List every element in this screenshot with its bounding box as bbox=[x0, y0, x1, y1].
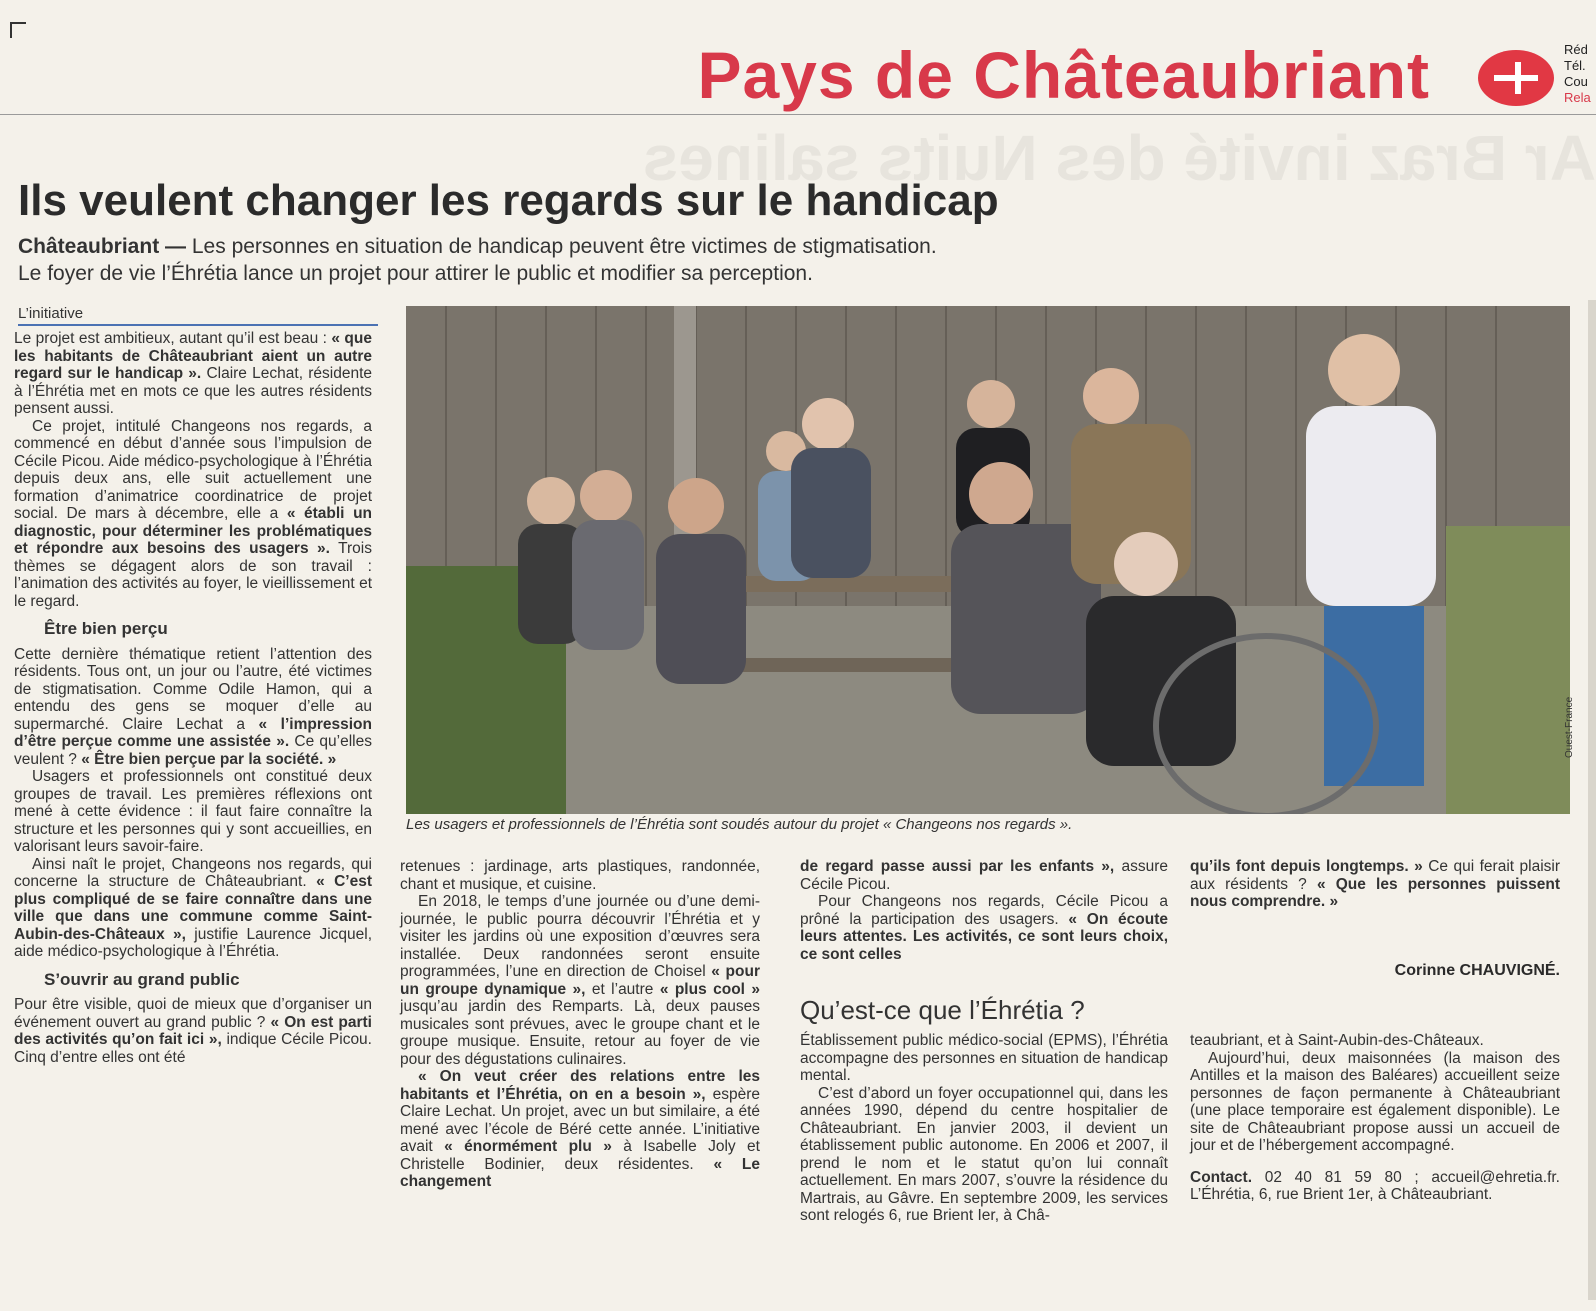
edge-text bbox=[1564, 42, 1596, 106]
subheading: Être bien perçu bbox=[44, 619, 168, 638]
text: Trois thèmes se dégagent alors de son travail : l’animation des activités au foyer, le vieillissement et le regard. bbox=[14, 540, 372, 610]
paragraph: Établissement public médico-social (EPMS), l’Éhrétia accompagne des personnes en situation de handicap mental. bbox=[800, 1032, 1168, 1084]
quote: de regard passe aussi par les enfants », bbox=[800, 858, 1115, 875]
edge-line: Tél. bbox=[1564, 58, 1586, 73]
quote: « On est parti des activités qu’on fait ici », bbox=[14, 1013, 372, 1048]
paragraph: Aujourd’hui, deux maisonnées (la maison des Antilles et la maison des Baléares) accueillent seize personnes de façon permanente à Châteaubriant (une place temporaire est également disponible). Le site de Châteaubriant propose aussi un accueil de jour et de l’hébergement accompagné. bbox=[1190, 1049, 1560, 1154]
paragraph bbox=[400, 1068, 760, 1191]
paragraph bbox=[800, 893, 1168, 963]
quote: « On veut créer des relations entre les habitants et l’Éhrétia, on en a besoin », bbox=[400, 1068, 760, 1103]
header-divider bbox=[0, 114, 1596, 115]
text: jusqu’au jardin des Remparts. Là, deux pauses musicales sont prévues, avec le groupe chant et le groupe musique. Ensuite, retour au foyer de vie pour des dégustations culinaires. bbox=[400, 998, 760, 1068]
newspaper-logo-icon bbox=[1478, 50, 1554, 106]
article-column-2 bbox=[400, 858, 760, 1191]
kicker-label: L’initiative bbox=[18, 305, 378, 326]
text: Ce projet, intitulé Changeons nos regards, a commencé en début d’année sous l’impulsion de Cécile Picou. Aide médico-psychologique à l’Éhrétia depuis deux ans, elle suit actuellement une formation d’animatrice coordinatrice de projet social. De mars à décembre, elle a bbox=[14, 417, 372, 522]
paragraph: Usagers et professionnels ont constitué deux groupes de travail. Les premières réflexions ont mené à cette évidence : il faut faire connaître la structure et les personnes qui y sont accueillies, en valorisant leurs savoir-faire. bbox=[14, 768, 372, 855]
text: espère Claire Lechat. Un projet, avec un but similaire, a été mené avec l’école de Béré cette année. L’initiative avait bbox=[400, 1085, 760, 1155]
quote: « Que les personnes puissent nous comprendre. » bbox=[1190, 875, 1560, 910]
quote: « On écoute leurs attentes. Les activités, ce sont leurs choix, ce sont celles bbox=[800, 910, 1168, 963]
dateline: Châteaubriant — bbox=[18, 235, 187, 258]
quote: « pour un groupe dynamique », bbox=[400, 963, 760, 998]
paragraph bbox=[14, 996, 372, 1066]
quote: « C’est plus compliqué de se faire connaître dans une ville que dans une commune comme Saint-Aubin-des-Châteaux », bbox=[14, 873, 372, 943]
text: Claire Lechat, résidente à l’Éhrétia met en mots ce que les autres résidents pensent aussi. bbox=[14, 365, 372, 417]
box-column-a bbox=[800, 1032, 1168, 1225]
text: assure Cécile Picou. bbox=[800, 858, 1168, 893]
quote: « Être bien perçue par la société. » bbox=[81, 750, 337, 768]
article-column-4 bbox=[1190, 858, 1560, 911]
box-column-b bbox=[1190, 1032, 1560, 1204]
edge-line: Cou bbox=[1564, 74, 1588, 89]
article-headline: Ils veulent changer les regards sur le handicap bbox=[18, 176, 999, 225]
quote: « que les habitants de Châteaubriant aient un autre regard sur le handicap ». bbox=[14, 330, 372, 382]
edge-line: Réd bbox=[1564, 42, 1588, 57]
standfirst-line-1: Les personnes en situation de handicap peuvent être victimes de stigmatisation. bbox=[191, 235, 937, 258]
article-column-1 bbox=[14, 330, 372, 1066]
paragraph bbox=[14, 418, 372, 611]
quote: qu’ils font depuis longtemps. » bbox=[1190, 858, 1423, 875]
box-title: Qu’est-ce que l’Éhrétia ? bbox=[800, 995, 1085, 1025]
author-signature: Corinne CHAUVIGNÉ. bbox=[1394, 962, 1560, 979]
quote: « Le changement bbox=[400, 1155, 760, 1190]
crop-mark bbox=[10, 22, 26, 38]
section-title: Pays de Châteaubriant bbox=[697, 38, 1430, 112]
quote: « énormément plu » bbox=[444, 1138, 612, 1155]
article-photo bbox=[406, 306, 1570, 814]
text: à Isabelle Joly et Christelle Bodinier, deux résidentes. bbox=[400, 1138, 760, 1173]
text: Cette dernière thématique retient l’attention des résidents. Tous ont, un jour ou l’autre, été victimes de stigmatisation. Comme Odile Hamon, qui a entendu des gens se moquer d’elle au supermarché. Claire Lechat a bbox=[14, 645, 372, 733]
paragraph: teaubriant, et à Saint-Aubin-des-Châteaux. bbox=[1190, 1032, 1484, 1049]
text: Ainsi naît le projet, Changeons nos regards, qui concerne la structure de Châteaubriant. bbox=[14, 855, 372, 890]
paragraph bbox=[400, 893, 760, 1068]
edge-line: Rela bbox=[1564, 90, 1591, 105]
text: Le projet est ambitieux, autant qu’il est beau : bbox=[14, 330, 332, 347]
photo-credit: Ouest-France bbox=[1564, 696, 1575, 758]
page-edge bbox=[1588, 300, 1596, 1300]
text: indique Cécile Picou. Cinq d’entre elles ont été bbox=[14, 1031, 372, 1066]
contact-label: Contact. bbox=[1190, 1168, 1252, 1186]
standfirst-line-2: Le foyer de vie l’Éhrétia lance un projet pour attirer le public et modifier sa perception. bbox=[18, 262, 813, 285]
quote: « l’impression d’être perçue comme une assistée ». bbox=[14, 715, 372, 750]
text: Ce qui ferait plaisir aux résidents ? bbox=[1190, 858, 1560, 893]
text: Ce qu’elles veulent ? bbox=[14, 733, 372, 768]
paragraph: C’est d’abord un foyer occupationnel qui, dans les années 1990, dépend du centre hospitalier de Châteaubriant. En janvier 2003, il devient un établissement public autonome. En 2006 et 2007, il prend le nom et le statut qu’on lui connaît actuellement. En mars 2007, s’ouvre la résidence du Martrais, au Gâvre. En septembre 2009, les services sont relogés 6, rue Brient Ier, à Châ- bbox=[800, 1084, 1168, 1224]
paragraph: retenues : jardinage, arts plastiques, randonnée, chant et musique, et cuisine. bbox=[400, 858, 760, 893]
text: En 2018, le temps d’une journée ou d’une demi-journée, le public pourra découvrir l’Éhrétia et y visiter les jardins où une exposition d’œuvres sera installée. Deux randonnées seront ensuite programmées, l’une en direction de Choisel bbox=[400, 893, 760, 980]
article-standfirst bbox=[18, 233, 1418, 287]
text: et l’autre bbox=[585, 980, 660, 998]
text: justifie Laurence Jicquel, aide médico-psychologique à l’Éhrétia. bbox=[14, 925, 372, 960]
contact-text: 02 40 81 59 80 ; accueil@ehretia.fr. L’Éhrétia, 6, rue Brient 1er, à Châteaubriant. bbox=[1190, 1168, 1560, 1203]
quote: « établi un diagnostic, pour déterminer les problématiques et répondre aux besoins des usagers ». bbox=[14, 505, 372, 557]
text: Pour être visible, quoi de mieux que d’organiser un événement ouvert au grand public ? bbox=[14, 996, 372, 1031]
contact-paragraph bbox=[1190, 1169, 1560, 1204]
paragraph bbox=[14, 856, 372, 961]
subheading: S’ouvrir au grand public bbox=[44, 969, 240, 989]
paragraph bbox=[14, 330, 372, 418]
paragraph bbox=[14, 646, 372, 769]
article-column-3 bbox=[800, 858, 1168, 963]
bleed-through-headline: Ar Braz invité des Nuits salines bbox=[642, 126, 1596, 194]
quote: « plus cool » bbox=[659, 980, 761, 998]
photo-caption: Les usagers et professionnels de l’Éhrétia sont soudés autour du projet « Changeons nos regards ». bbox=[406, 816, 1073, 833]
paragraph bbox=[800, 858, 1168, 893]
group-photo-illustration bbox=[406, 306, 1570, 814]
text: Pour Changeons nos regards, Cécile Picou a prôné la participation des usagers. bbox=[800, 893, 1168, 928]
paragraph bbox=[1190, 858, 1560, 911]
